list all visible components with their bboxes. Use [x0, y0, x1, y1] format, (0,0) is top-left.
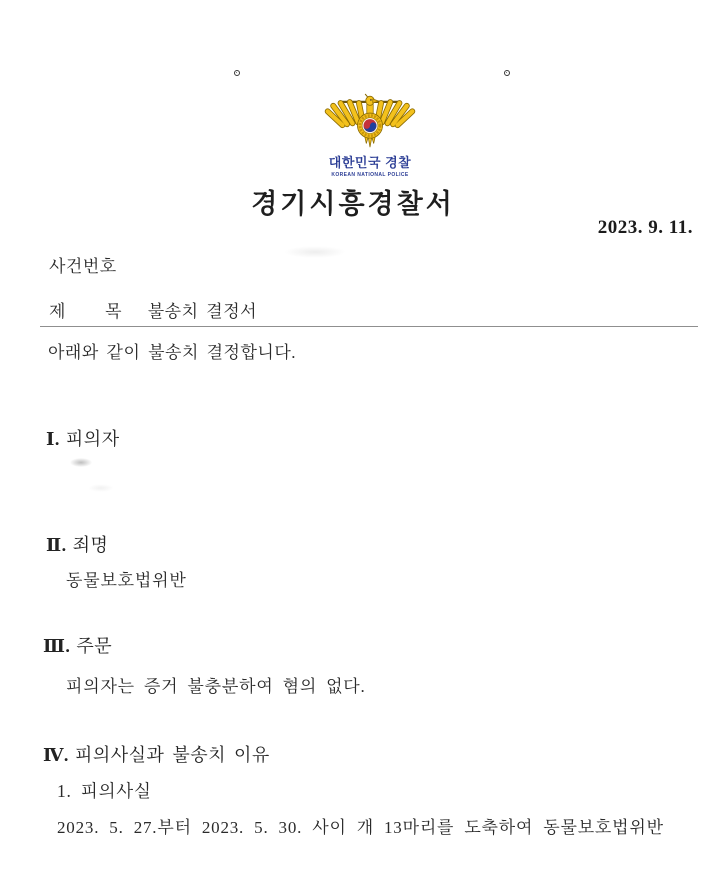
org-name-english: KOREAN NATIONAL POLICE [331, 172, 409, 178]
section-3-numeral: Ⅲ. [43, 636, 71, 656]
section-2-numeral: Ⅱ. [46, 535, 67, 555]
header-divider [40, 326, 698, 327]
section-2-heading [46, 531, 108, 557]
redaction-smudge-suspect-name [70, 458, 92, 467]
section-3-heading [43, 632, 112, 658]
document-date: 2023. 9. 11. [597, 217, 693, 238]
title-label-first: 제 [49, 302, 66, 321]
title-value: 불송치 결정서 [147, 302, 258, 321]
police-emblem [322, 91, 418, 178]
punch-hole-right [504, 70, 510, 76]
case-number-label: 사건번호 [49, 257, 117, 276]
section-2-label: 죄명 [72, 535, 109, 555]
section-4-body: 2023. 5. 27.부터 2023. 5. 30. 사이 개 13마리를 도축하여 동물보호법위반 [57, 818, 664, 837]
document-title-row [49, 297, 257, 322]
section-4-heading [43, 741, 270, 767]
title-label-second: 목 [105, 302, 122, 321]
decision-statement: 아래와 같이 불송치 결정합니다. [48, 343, 296, 362]
section-2-body: 동물보호법위반 [66, 571, 187, 590]
section-1-heading [46, 425, 120, 451]
case-number-row [49, 252, 117, 277]
section-4-numeral: Ⅳ. [43, 745, 69, 765]
redaction-smudge-case-number [284, 246, 346, 258]
section-1-label: 피의자 [65, 429, 120, 449]
police-eagle-icon [324, 91, 416, 151]
section-4-label: 피의사실과 불송치 이유 [74, 745, 270, 765]
section-4-subheading: 1. 피의사실 [57, 781, 152, 801]
section-3-label: 주문 [76, 636, 113, 656]
station-name-title: 경기시흥경찰서 [251, 189, 455, 219]
org-name-korean: 대한민국 경찰 [328, 155, 412, 170]
section-3-body: 피의자는 증거 불충분하여 혐의 없다. [66, 677, 366, 696]
redaction-smudge-suspect-detail [88, 484, 114, 492]
punch-hole-left [234, 70, 240, 76]
section-1-numeral: Ⅰ. [46, 429, 60, 449]
title-label [49, 297, 122, 322]
